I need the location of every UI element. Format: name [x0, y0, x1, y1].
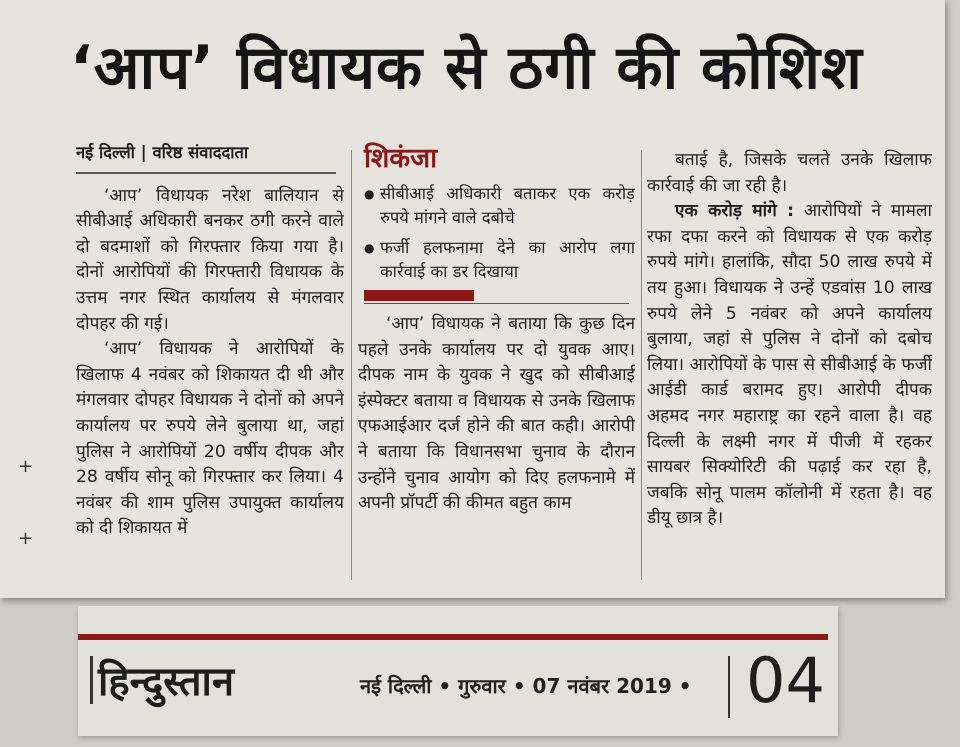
column-1: [76, 140, 344, 590]
dateline: नई दिल्ली • गुरुवार • 07 नवंबर 2019 •: [360, 674, 692, 698]
shikanja-bullets: [364, 182, 635, 284]
newspaper-footer: [78, 606, 838, 736]
column-3: [647, 148, 932, 598]
col3-paragraph: [647, 199, 932, 532]
col1-paragraph-2: ‘आप’ विधायक ने आरोपियों के खिलाफ 4 नवंबर को शिकायत दी थी और मंगलवार दोपहर विधायक ने दोनों को अपने कार्यालय पर रुपये लेने बुलाया था, जहां पुलिस ने आरोपियों 20 वर्षीय दीपक और 28 वर्षीय सोनू को गिरफ्तार कर लिया। 4 नवंबर की शाम पुलिस उपायुक्त कार्यालय को दी शिकायत में: [76, 339, 344, 539]
column-separator: [641, 150, 642, 580]
section-rule: [364, 303, 629, 304]
subhead: एक करोड़ मांगे :: [675, 201, 795, 222]
col3-body: आरोपियों ने मामला रफा दफा करने को विधायक से एक करोड़ रुपये मांगे। हालांकि, सौदा 50 लाख रुपये में तय हुआ। विधायक ने उन्हें एडवांस 10 लाख रुपये लेने 5 नवंबर को अपने कार्यालय बुलाया, जहां से पुलिस ने दोनों को दबोच लिया। आरोपियों के पास से सीबीआई के फर्जी आईडी कार्ड बरामद हुए। आरोपी दीपक अहमद नगर महाराष्ट्र का रहने वाला है। वह दिल्ली के लक्ष्मी नगर में पीजी में रहकर सायबर सिक्योरिटी की पढ़ाई कर रहा है, जबकि सोनू पालम कॉलोनी में रहता है। वह डीयू छात्र है।: [647, 201, 932, 529]
bullet-item: ● फर्जी हलफनामा देने का आरोप लगा कार्रवाई का डर दिखाया: [364, 236, 635, 284]
bullet-item: ● सीबीआई अधिकारी बताकर एक करोड़ रुपये मांगने वाले दबोचे: [364, 182, 635, 230]
byline: नई दिल्ली | वरिष्ठ संवाददाता: [76, 143, 249, 162]
plus-mark-icon: +: [18, 528, 34, 549]
column-separator: [351, 150, 352, 580]
byline-divider: [76, 172, 336, 174]
red-accent-bar: [364, 290, 474, 301]
col2-paragraph: ‘आप’ विधायक ने बताया कि कुछ दिन पहले उनके कार्यालय पर दो युवक आए। दीपक नाम के युवक ने खुद को सीबीआई इंस्पेक्टर बताया व विधायक से उनके खिलाफ एफआईआर दर्ज होने की बात कही। आरोपी ने बताया कि विधानसभा चुनाव के दौरान उन्होंने चुनाव आयोग को दिए हलफनामे में अपनी प्रॉपर्टी की कीमत बहुत काम: [358, 314, 635, 514]
col3-lead: बताई है, जिसके चलते उनके खिलाफ कार्रवाई की जा रही है।: [647, 150, 932, 196]
page-number-divider: [728, 656, 730, 718]
logo-divider: [90, 656, 93, 704]
column-2: [358, 140, 635, 590]
headline: ‘आप’ विधायक से ठगी की कोशिश: [70, 33, 863, 103]
plus-mark-icon: +: [18, 456, 34, 477]
footer-red-rule: [78, 634, 828, 640]
newspaper-logo: हिन्दुस्तान: [98, 659, 235, 705]
shikanja-title: शिकंजा: [364, 143, 438, 174]
col1-paragraph-1: ‘आप’ विधायक नरेश बालियान से सीबीआई अधिकारी बनकर ठगी करने वाले दो बदमाशों को गिरफ्तार किया गया है। दोनों आरोपियों की गिरफ्तारी विधायक के उत्तम नगर स्थित कार्यालय से मंगलवार दोपहर की गई।: [76, 185, 344, 334]
page-number: 04: [746, 644, 825, 717]
